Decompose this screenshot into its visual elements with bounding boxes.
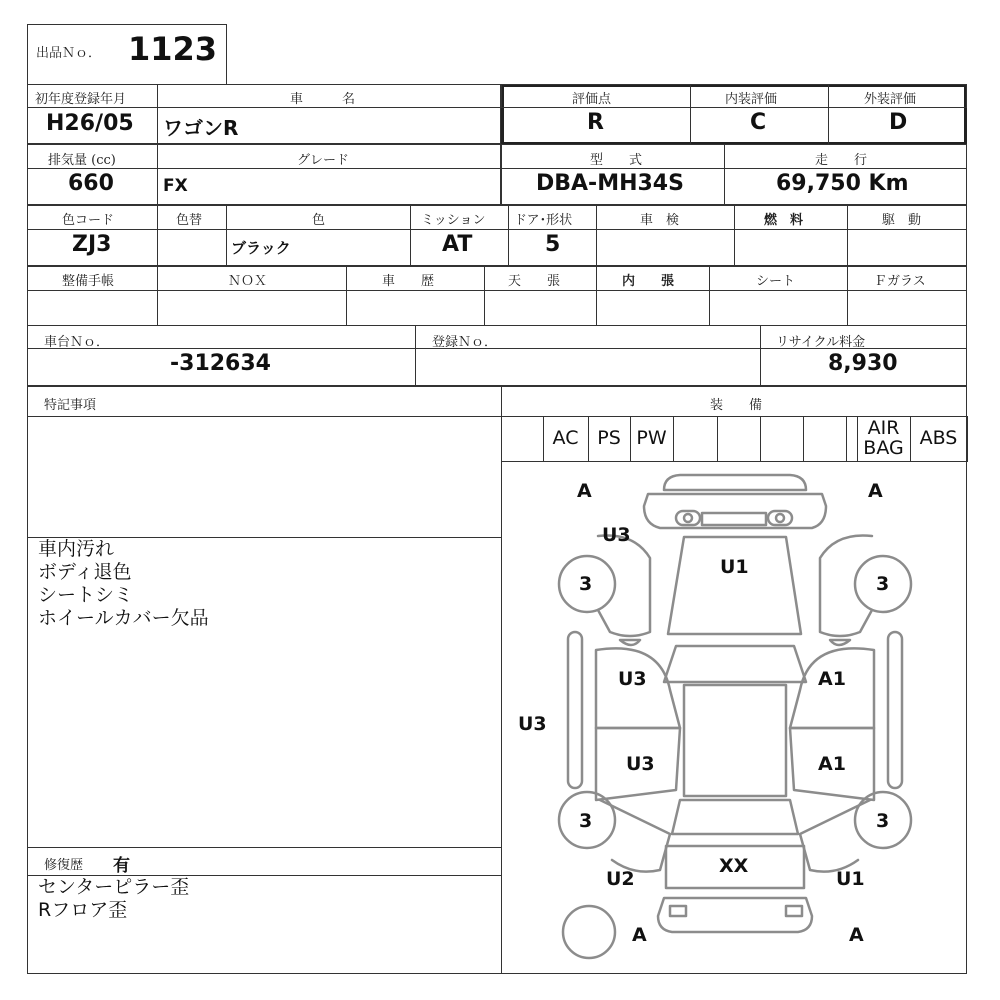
repair-value: 有: [113, 856, 130, 876]
exterior-value: D: [889, 110, 908, 135]
rear-window-outline: [672, 800, 798, 834]
lot-number: 1123: [128, 30, 218, 68]
notes-label: 特記事項: [44, 398, 97, 413]
mileage-label: 走 行: [815, 153, 868, 168]
chassis-label: 車台Ｎｏ．: [44, 335, 110, 350]
history-label: 車 歴: [382, 274, 435, 289]
door-value: 5: [545, 232, 561, 257]
regno-label: 登録Ｎｏ．: [432, 335, 498, 350]
sill-right: [888, 632, 902, 788]
roof-label: 天 張: [508, 274, 561, 289]
front-bumper-outline: [664, 475, 806, 490]
equipment-item: PS: [597, 427, 621, 449]
name-label: 車 名: [290, 92, 356, 107]
equipment-item: ABS: [919, 427, 958, 449]
score-value: R: [587, 110, 604, 135]
nox-label: ＮＯＸ: [228, 274, 268, 289]
equipment-item: AC: [552, 427, 579, 449]
grade-value: FX: [163, 176, 188, 196]
mark-rear-panel: XX: [719, 855, 749, 877]
sill-left: [568, 632, 582, 788]
rear-lamp-right: [786, 906, 802, 916]
maint-label: 整備手帳: [62, 274, 115, 289]
mark-wheel-fr: 3: [876, 573, 890, 595]
mark-wheel-rl: 3: [579, 810, 593, 832]
fender-fr-outline: [820, 535, 872, 636]
repair-line: センターピラー歪: [38, 876, 190, 898]
equipment-item: PW: [636, 427, 667, 449]
reg-label: 初年度登録年月: [35, 92, 127, 107]
front-bumper-lower: [644, 494, 826, 528]
equipment-item: AIR BAG: [863, 417, 904, 459]
mark-door-fl: U3: [618, 668, 647, 690]
name-value: ワゴンR: [163, 116, 239, 140]
chassis-value: -312634: [170, 351, 271, 376]
mark-rear-left-corner: A: [632, 924, 647, 946]
front-grille: [702, 513, 766, 525]
mark-quarter-rl: U2: [606, 868, 635, 890]
mileage-value: 69,750 Km: [776, 171, 909, 196]
mark-wheel-rr: 3: [876, 810, 890, 832]
mirror-left: [620, 640, 640, 645]
interior-label: 内装評価: [725, 92, 778, 107]
mark-wheel-fl: 3: [579, 573, 593, 595]
fuel-label: 燃 料: [764, 213, 804, 228]
mark-sill-left: U3: [518, 713, 547, 735]
notes-line: シートシミ: [38, 584, 134, 606]
door-label: ドア･形状: [514, 213, 573, 228]
mark-door-fr: A1: [818, 668, 846, 690]
color-label: 色: [312, 213, 326, 228]
lot-label: 出品Ｎｏ．: [36, 46, 102, 61]
front-lamp-left-dot: [684, 514, 692, 522]
disp-label: 排気量 (cc): [48, 153, 116, 168]
mark-front-left-corner: A: [577, 480, 592, 502]
windshield-outline: [664, 646, 806, 682]
seat-label: シート: [756, 274, 796, 289]
model-value: DBA-MH34S: [536, 171, 684, 196]
hood-outline: [668, 537, 801, 634]
notes-line: ホイールカバー欠品: [38, 607, 209, 629]
mark-door-rl: U3: [626, 753, 655, 775]
mark-rear-right-corner: A: [849, 924, 864, 946]
inspection-label: 車 検: [640, 213, 680, 228]
mark-fender-fl: U3: [602, 524, 631, 546]
notes-line: 車内汚れ: [38, 538, 115, 560]
rear-lamp-left: [670, 906, 686, 916]
fender-fl-outline: [598, 535, 650, 636]
mission-label: ミッション: [421, 213, 486, 228]
interior2-label: 内 張: [622, 274, 675, 289]
glass-label: Ｆガラス: [874, 274, 926, 289]
repair-label: 修復歴: [44, 858, 84, 873]
notes-line: ボディ退色: [38, 561, 132, 583]
spare-tire: [563, 906, 615, 958]
colorcode-value: ZJ3: [72, 232, 112, 257]
mark-quarter-rr: U1: [836, 868, 865, 890]
mission-value: AT: [442, 232, 473, 257]
mark-hood: U1: [720, 556, 749, 578]
recolor-label: 色替: [176, 213, 203, 228]
score-label: 評価点: [572, 92, 612, 107]
disp-value: 660: [68, 171, 114, 196]
repair-line: Rフロア歪: [38, 899, 128, 921]
front-lamp-right-dot: [776, 514, 784, 522]
mark-door-rr: A1: [818, 753, 846, 775]
drive-label: 駆 動: [882, 213, 922, 228]
exterior-label: 外装評価: [864, 92, 917, 107]
equipment-label: 装 備: [710, 398, 763, 413]
roof-outline: [684, 685, 786, 796]
recycle-label: リサイクル料金: [776, 335, 866, 350]
grade-label: グレード: [297, 153, 350, 168]
colorcode-label: 色コード: [62, 213, 115, 228]
mark-front-right-corner: A: [868, 480, 883, 502]
model-label: 型 式: [590, 153, 643, 168]
reg-value: H26/05: [46, 111, 134, 136]
color-value: ブラック: [231, 239, 291, 257]
recycle-value: 8,930: [828, 351, 898, 376]
mirror-right: [830, 640, 850, 645]
interior-value: C: [750, 110, 767, 135]
